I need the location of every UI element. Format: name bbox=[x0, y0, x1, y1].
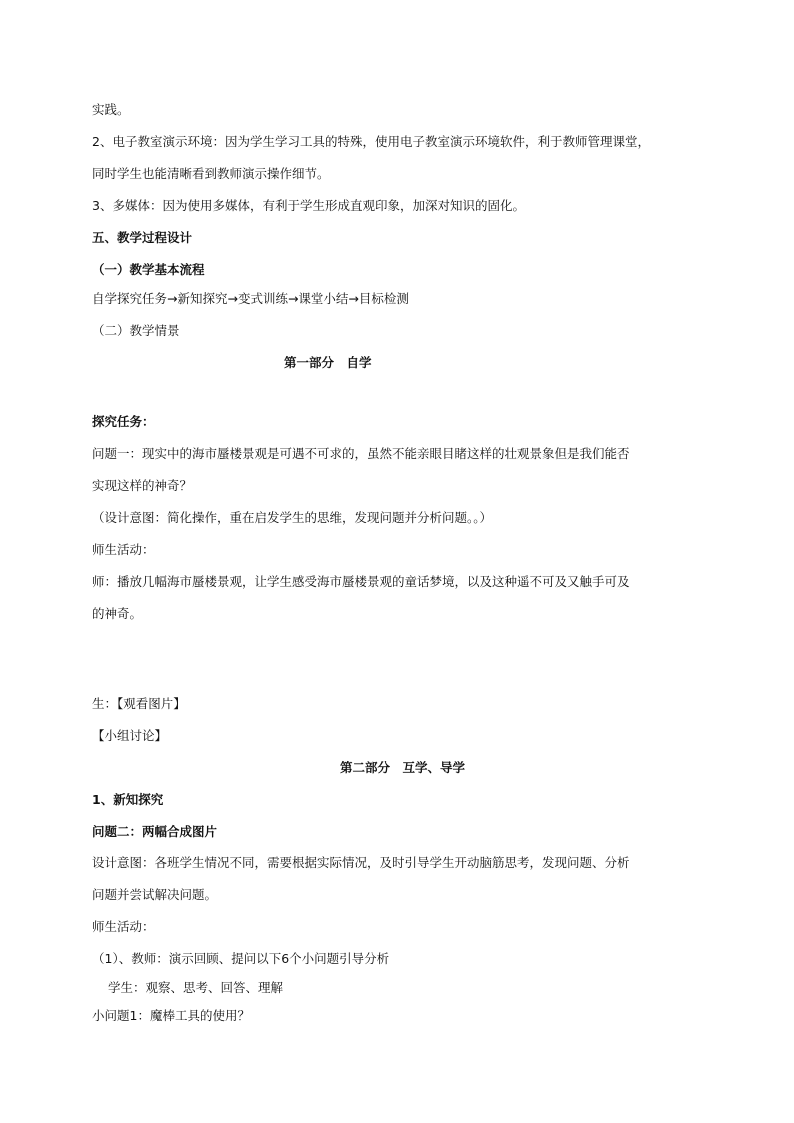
text-line: 实践。 bbox=[92, 102, 130, 117]
text-line: （设计意图：简化操作，重在启发学生的思维，发现问题并分析问题。。） bbox=[92, 510, 493, 525]
text-line: 问题一：现实中的海市蜃楼景观是可遇不可求的，虽然不能亲眼目睹这样的壮观景象但是我们能否 bbox=[92, 446, 630, 461]
subsection-heading: （一）教学基本流程 bbox=[92, 262, 205, 277]
text-line: 的神奇。 bbox=[92, 606, 143, 621]
section-heading: 五、教学过程设计 bbox=[92, 230, 193, 245]
text-line: 生：【观看图片】 bbox=[92, 696, 186, 711]
text-line: 设计意图：各班学生情况不同，需要根据实际情况，及时引导学生开动脑筋思考，发现问题、分析 bbox=[92, 855, 630, 870]
part-heading: 第一部分 自学 bbox=[284, 355, 372, 370]
subsection-heading: （二）教学情景 bbox=[92, 323, 180, 338]
text-line: 师生活动： bbox=[92, 542, 155, 557]
text-line: 2、电子教室演示环境：因为学生学习工具的特殊，使用电子教室演示环境软件，利于教师管理课堂， bbox=[92, 134, 650, 149]
text-line: 实现这样的神奇？ bbox=[92, 478, 193, 493]
text-line: 师生活动： bbox=[92, 919, 155, 934]
question-heading: 问题二：两幅合成图片 bbox=[92, 824, 218, 839]
text-line: 学生：观察、思考、回答、理解 bbox=[108, 980, 284, 995]
task-heading: 探究任务： bbox=[92, 414, 155, 429]
text-line: 小问题1：魔棒工具的使用？ bbox=[92, 1008, 250, 1023]
text-line: （1）、教师：演示回顾、提问以下6个小问题引导分析 bbox=[92, 951, 390, 966]
text-line: 3、多媒体：因为使用多媒体，有利于学生形成直观印象，加深对知识的固化。 bbox=[92, 198, 525, 213]
text-line: 问题并尝试解决问题。 bbox=[92, 887, 218, 902]
subsection-heading: 1、新知探究 bbox=[92, 792, 164, 807]
text-line: 师：播放几幅海市蜃楼景观，让学生感受海市蜃楼景观的童话梦境，以及这种遥不可及又触手可及 bbox=[92, 574, 630, 589]
part-heading: 第二部分 互学、导学 bbox=[340, 760, 466, 775]
text-line: 同时学生也能清晰看到教师演示操作细节。 bbox=[92, 166, 330, 181]
text-line: 【小组讨论】 bbox=[92, 728, 168, 743]
flow-line: 自学探究任务→新知探究→变式训练→课堂小结→目标检测 bbox=[92, 291, 409, 306]
